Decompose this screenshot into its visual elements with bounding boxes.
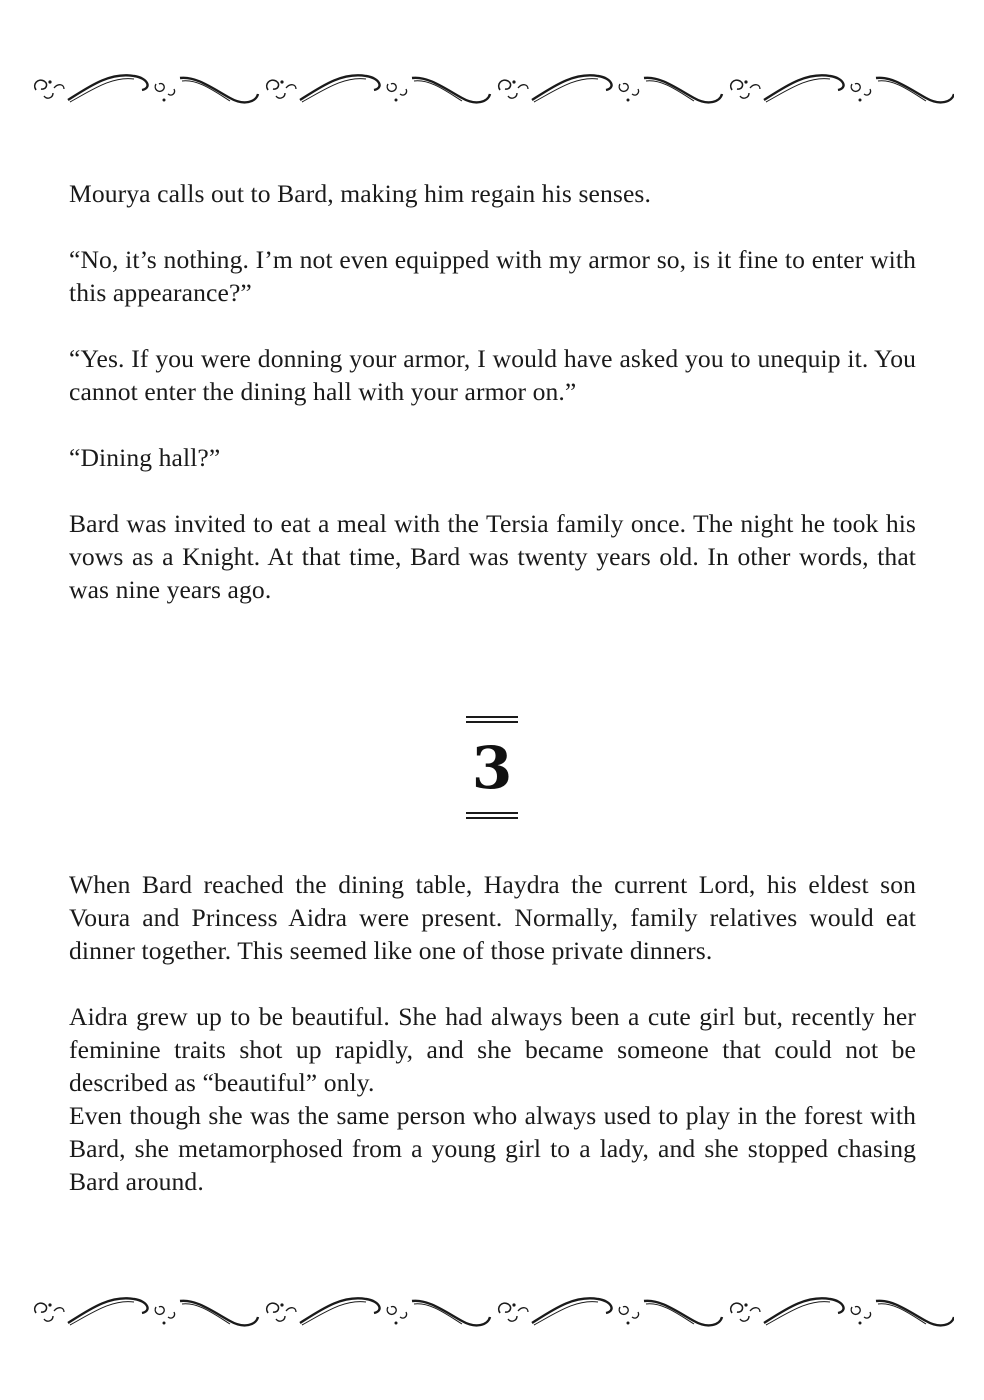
double-rule-bottom [466,812,518,819]
bottom-flourish-border-icon [30,1289,954,1335]
section-two-text [69,868,916,1198]
paragraph: “Dining hall?” [69,443,221,472]
paragraph: “Yes. If you were donning your armor, I would have asked you to unequip it. You cannot enter the dining hall with your armor on.” [69,344,916,406]
section-number: 3 [471,734,513,802]
paragraph: Bard was invited to eat a meal with the Tersia family once. The night he took his vows as a Knight. At that time, Bard was twenty years old. In other words, that was nine years ago. [69,509,916,604]
paragraph: Aidra grew up to be beautiful. She had always been a cute girl but, recently her feminine traits shot up rapidly, and she became someone that could not be described as “beautiful” only. [69,1002,916,1097]
top-flourish-border-icon [30,66,954,112]
paragraph: Even though she was the same person who always used to play in the forest with Bard, she metamorphosed from a young girl to a lady, and she stopped chasing Bard around. [69,1101,916,1196]
paragraph: “No, it’s nothing. I’m not even equipped with my armor so, is it fine to enter with this appearance?” [69,245,916,307]
paragraph: Mourya calls out to Bard, making him regain his senses. [69,179,651,208]
section-number-marker [442,708,542,828]
paragraph: When Bard reached the dining table, Haydra the current Lord, his eldest son Voura and Princess Aidra were present. Normally, family relatives would eat dinner together. This seemed like one of those private dinners. [69,870,916,965]
double-rule-top [466,716,518,723]
section-one-text [69,177,916,606]
